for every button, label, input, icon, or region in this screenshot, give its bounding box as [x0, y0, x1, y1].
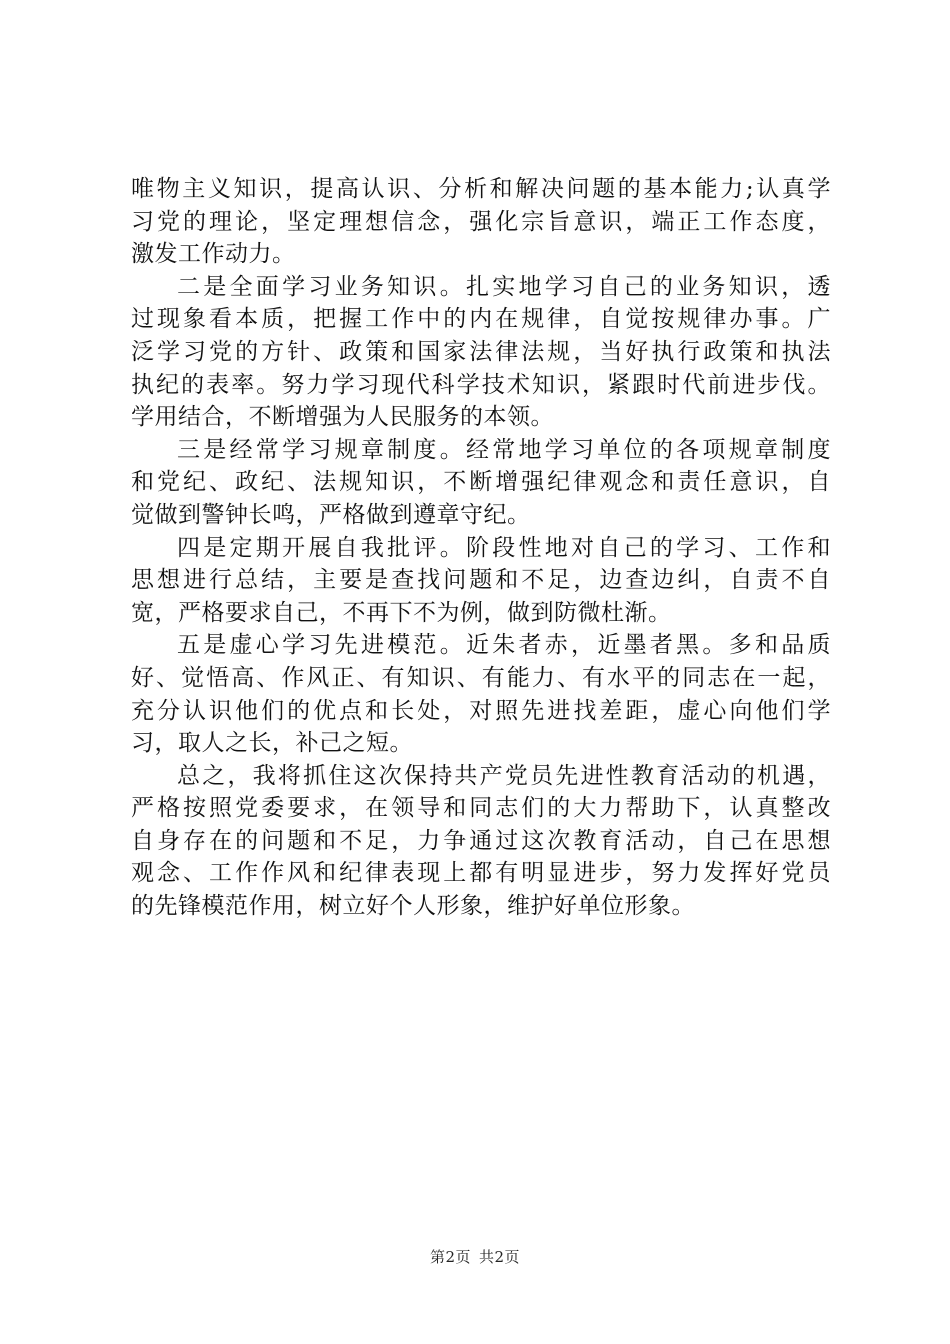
document-body: [131, 173, 831, 923]
paragraph-line: 泛学习党的方针、政策和国家法律法规，当好执行政策和执法: [131, 338, 831, 365]
paragraph-line: 三是经常学习规章制度。经常地学习单位的各项规章制度: [177, 436, 831, 463]
paragraph: [131, 532, 831, 630]
paragraph: [131, 173, 831, 271]
paragraph-line: 执纪的表率。努力学习现代科学技术知识，紧跟时代前进步伐。: [131, 371, 831, 398]
paragraph-line: 严格按照党委要求，在领导和同志们的大力帮助下，认真整改: [131, 795, 831, 822]
paragraph-line: 观念、工作作风和纪律表现上都有明显进步，努力发挥好党员: [131, 860, 831, 887]
paragraph-line: 自身存在的问题和不足，力争通过这次教育活动，自己在思想: [131, 827, 831, 854]
paragraph-line: 宽，严格要求自己，不再下不为例，做到防微杜渐。: [131, 599, 672, 626]
paragraph-line: 习，取人之长，补己之短。: [131, 730, 413, 757]
paragraph-line: 学用结合，不断增强为人民服务的本领。: [131, 404, 554, 431]
paragraph-line: 四是定期开展自我批评。阶段性地对自己的学习、工作和: [177, 534, 831, 561]
paragraph: [131, 629, 831, 759]
paragraph-line: 的先锋模范作用，树立好个人形象，维护好单位形象。: [131, 893, 695, 920]
paragraph-line: 好、觉悟高、作风正、有知识、有能力、有水平的同志在一起，: [131, 664, 831, 691]
page-footer: [0, 1246, 950, 1267]
page-number: 第2页: [429, 1248, 471, 1266]
paragraph-line: 习党的理论，坚定理想信念，强化宗旨意识，端正工作态度，: [131, 208, 831, 235]
paragraph-line: 思想进行总结，主要是查找问题和不足，边查边纠，自责不自: [131, 567, 831, 594]
paragraph: [131, 760, 831, 923]
paragraph-line: 五是虚心学习先进模范。近朱者赤，近墨者黑。多和品质: [177, 632, 831, 659]
paragraph-line: 觉做到警钟长鸣，严格做到遵章守纪。: [131, 501, 531, 528]
paragraph-line: 充分认识他们的优点和长处，对照先进找差距，虚心向他们学: [131, 697, 831, 724]
paragraph-line: 和党纪、政纪、法规知识，不断增强纪律观念和责任意识，自: [131, 469, 831, 496]
paragraph-line: 激发工作动力。: [131, 241, 296, 268]
paragraph-line: 二是全面学习业务知识。扎实地学习自己的业务知识，透: [177, 273, 831, 300]
paragraph-line: 总之，我将抓住这次保持共产党员先进性教育活动的机遇，: [177, 762, 831, 789]
paragraph-line: 唯物主义知识，提高认识、分析和解决问题的基本能力;认真学: [131, 176, 831, 202]
paragraph-line: 过现象看本质，把握工作中的内在规律，自觉按规律办事。广: [131, 306, 831, 333]
paragraph: [131, 271, 831, 434]
page-total: 共2页: [479, 1248, 521, 1266]
paragraph: [131, 434, 831, 532]
